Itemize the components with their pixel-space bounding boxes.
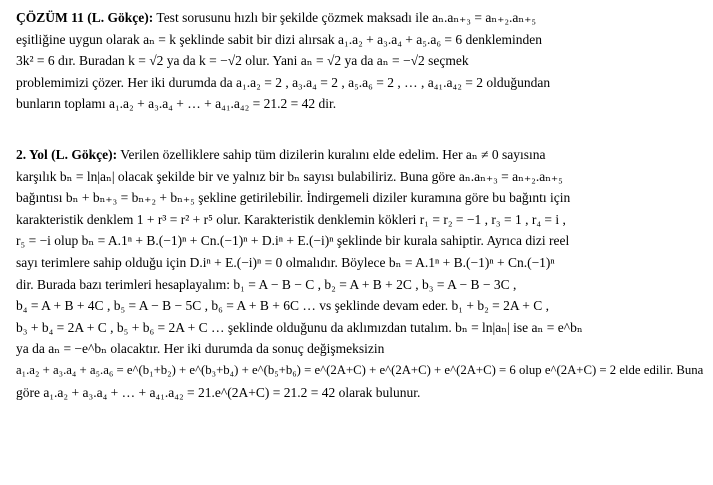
section-1 [16, 7, 706, 115]
section-2 [16, 144, 706, 403]
paragraph-line: karşılık bₙ = ln|aₙ| olacak şekilde bir ve yalnız bir bₙ sayısı bulabiliriz. Buna göre aₙ.aₙ₊₃ = aₙ₊₂.aₙ₊₅ [16, 168, 563, 184]
section-heading: 2. Yol (L. Gökçe): [16, 146, 118, 162]
paragraph-line: karakteristik denklem 1 + r³ = r² + r⁵ olur. Karakteristik denklemin kökleri r₁ = r₂ = −1 , r₃ = 1 , r₄ = i , [16, 211, 566, 227]
paragraph-line: eşitliğine uygun olarak aₙ = k şeklinde sabit bir dizi alırsak a₁.a₂ + a₃.a₄ + a₅.a₆ = 6 denkleminden [16, 31, 543, 47]
paragraph-line [16, 144, 706, 166]
paragraph-line: dir. Burada bazı terimleri hesaplayalım: b₁ = A − B − C , b₂ = A + B + 2C , b₃ = A − B − 3C , [16, 276, 517, 292]
paragraph-line: problemimizi çözer. Her iki durumda da a₁.a₂ = 2 , a₃.a₄ = 2 , a₅.a₆ = 2 , … , a₄₁.a₄₂ = 2 olduğundan [16, 74, 551, 90]
paragraph-line: göre a₁.a₂ + a₃.a₄ + … + a₄₁.a₄₂ = 21.e^(2A+C) = 21.2 = 42 olarak bulunur. [16, 384, 421, 400]
paragraph-line: b₃ + b₄ = 2A + C , b₅ + b₆ = 2A + C … şeklinde olduğunu da aklımızdan tutalım. bₙ = ln|aₙ| ise aₙ = e^bₙ [16, 319, 583, 335]
section-heading: ÇÖZÜM 11 (L. Gökçe): [16, 10, 154, 25]
line-text: Verilen özelliklere sahip tüm dizilerin kuralını elde edelim. Her aₙ ≠ 0 sayısına [120, 146, 546, 162]
line-text: Test sorusunu hızlı bir şekilde çözmek maksadı ile aₙ.aₙ₊₃ = aₙ₊₂.aₙ₊₅ [156, 10, 537, 25]
paragraph-line: a₁.a₂ + a₃.a₄ + a₅.a₆ = e^(b₁+b₂) + e^(b₃+b₄) + e^(b₅+b₆) = e^(2A+C) + e^(2A+C) + e^(2A+C) = 6 olup e^(2A+C) = 2 elde edilir. Buna [16, 362, 704, 377]
paragraph-line: ya da aₙ = −e^bₙ olacaktır. Her iki durumda da sonuç değişmeksizin [16, 341, 385, 357]
paragraph-line [16, 7, 706, 29]
paragraph-line: r₅ = −i olup bₙ = A.1ⁿ + B.(−1)ⁿ + Cn.(−1)ⁿ + D.iⁿ + E.(−i)ⁿ şeklinde bir kurala sahiptir. Ayrıca dizi reel [16, 233, 570, 249]
document [16, 7, 706, 403]
paragraph-line: b₄ = A + B + 4C , b₅ = A − B − 5C , b₆ = A + B + 6C … vs şeklinde devam eder. b₁ + b₂ = 2A + C , [16, 298, 550, 314]
paragraph-line: bunların toplamı a₁.a₂ + a₃.a₄ + … + a₄₁.a₄₂ = 21.2 = 42 dir. [16, 96, 337, 112]
paragraph-line: sayı terimlere sahip olduğu için D.iⁿ + E.(−i)ⁿ = 0 olmalıdır. Böylece bₙ = A.1ⁿ + B.(−1)ⁿ + Cn.(−1)ⁿ [16, 254, 555, 270]
section-gap [16, 115, 706, 144]
paragraph-line: bağıntısı bₙ + bₙ₊₃ = bₙ₊₂ + bₙ₊₅ şekline getirilebilir. İndirgemeli diziler kuramına göre bu bağıntı için [16, 190, 571, 206]
paragraph-line: 3k² = 6 dır. Buradan k = √2 ya da k = −√2 olur. Yani aₙ = √2 ya da aₙ = −√2 seçmek [16, 53, 469, 69]
